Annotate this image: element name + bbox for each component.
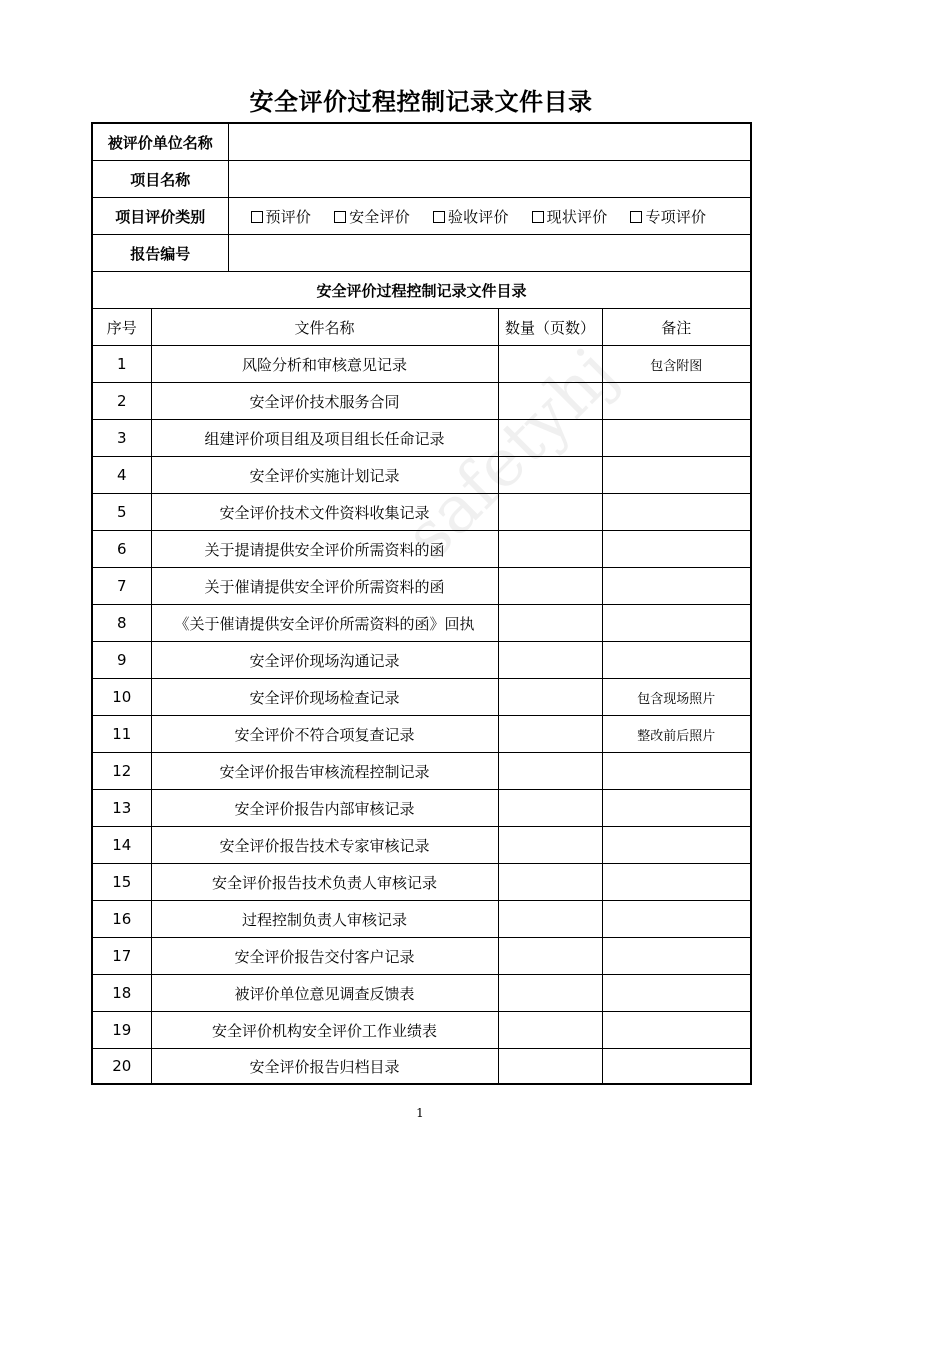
row-number: 19 (92, 1012, 151, 1049)
table-row (92, 494, 751, 531)
row-file-name: 过程控制负责人审核记录 (151, 901, 498, 938)
table-row (92, 531, 751, 568)
row-quantity[interactable] (498, 531, 602, 568)
row-note[interactable] (602, 383, 751, 420)
row-note[interactable] (602, 975, 751, 1012)
table-row (92, 642, 751, 679)
row-quantity[interactable] (498, 753, 602, 790)
row-file-name: 被评价单位意见调查反馈表 (151, 975, 498, 1012)
row-number: 16 (92, 901, 151, 938)
row-number: 11 (92, 716, 151, 753)
row-quantity[interactable] (498, 716, 602, 753)
column-header-name: 文件名称 (151, 309, 498, 346)
table-row (92, 679, 751, 716)
project-label: 项目名称 (92, 161, 228, 198)
row-file-name: 安全评价不符合项复查记录 (151, 716, 498, 753)
row-quantity[interactable] (498, 383, 602, 420)
table-row (92, 975, 751, 1012)
row-quantity[interactable] (498, 1049, 602, 1085)
row-note[interactable] (602, 531, 751, 568)
row-file-name: 关于提请提供安全评价所需资料的函 (151, 531, 498, 568)
category-label: 项目评价类别 (92, 198, 228, 235)
row-file-name: 组建评价项目组及项目组长任命记录 (151, 420, 498, 457)
row-file-name: 安全评价报告技术负责人审核记录 (151, 864, 498, 901)
row-note[interactable] (602, 568, 751, 605)
row-quantity[interactable] (498, 605, 602, 642)
column-header-no: 序号 (92, 309, 151, 346)
record-directory-table (91, 122, 752, 1085)
category-option[interactable] (334, 208, 410, 226)
section-title: 安全评价过程控制记录文件目录 (92, 272, 751, 309)
table-row (92, 1012, 751, 1049)
unit-row (92, 123, 751, 161)
category-option[interactable] (251, 208, 312, 226)
row-quantity[interactable] (498, 457, 602, 494)
row-note[interactable] (602, 1012, 751, 1049)
row-number: 2 (92, 383, 151, 420)
table-row (92, 346, 751, 383)
row-number: 8 (92, 605, 151, 642)
project-value-field[interactable] (228, 161, 751, 198)
row-number: 14 (92, 827, 151, 864)
row-file-name: 安全评价报告交付客户记录 (151, 938, 498, 975)
row-quantity[interactable] (498, 864, 602, 901)
checkbox-icon[interactable] (532, 211, 544, 223)
row-quantity[interactable] (498, 420, 602, 457)
row-note[interactable] (602, 1049, 751, 1085)
row-quantity[interactable] (498, 938, 602, 975)
category-option-label: 预评价 (265, 207, 312, 226)
table-row (92, 790, 751, 827)
row-note[interactable] (602, 827, 751, 864)
row-file-name: 安全评价报告审核流程控制记录 (151, 753, 498, 790)
table-row (92, 753, 751, 790)
row-note[interactable] (602, 457, 751, 494)
table-row (92, 605, 751, 642)
row-file-name: 安全评价现场沟通记录 (151, 642, 498, 679)
row-number: 4 (92, 457, 151, 494)
category-option[interactable] (433, 208, 509, 226)
row-number: 12 (92, 753, 151, 790)
row-quantity[interactable] (498, 827, 602, 864)
row-quantity[interactable] (498, 901, 602, 938)
table-row (92, 827, 751, 864)
column-header-row (92, 309, 751, 346)
row-note[interactable] (602, 864, 751, 901)
column-header-qty: 数量（页数） (498, 309, 602, 346)
row-note[interactable] (602, 494, 751, 531)
row-file-name: 安全评价报告内部审核记录 (151, 790, 498, 827)
unit-value-field[interactable] (228, 123, 751, 161)
row-number: 10 (92, 679, 151, 716)
row-quantity[interactable] (498, 494, 602, 531)
category-row (92, 198, 751, 235)
row-number: 5 (92, 494, 151, 531)
row-note[interactable] (602, 790, 751, 827)
row-file-name: 安全评价报告技术专家审核记录 (151, 827, 498, 864)
page-title: 安全评价过程控制记录文件目录 (249, 88, 593, 116)
table-row (92, 420, 751, 457)
row-number: 6 (92, 531, 151, 568)
row-number: 20 (92, 1049, 151, 1085)
category-options (228, 198, 751, 235)
row-note[interactable] (602, 753, 751, 790)
row-file-name: 安全评价报告归档目录 (151, 1049, 498, 1085)
row-file-name: 安全评价现场检查记录 (151, 679, 498, 716)
row-quantity[interactable] (498, 642, 602, 679)
row-file-name: 风险分析和审核意见记录 (151, 346, 498, 383)
row-file-name: 安全评价机构安全评价工作业绩表 (151, 1012, 498, 1049)
row-note[interactable] (602, 642, 751, 679)
row-quantity[interactable] (498, 1012, 602, 1049)
row-note[interactable]: 整改前后照片 (602, 716, 751, 753)
table-row (92, 938, 751, 975)
row-quantity[interactable] (498, 790, 602, 827)
row-number: 3 (92, 420, 151, 457)
row-quantity[interactable] (498, 568, 602, 605)
column-header-note: 备注 (602, 309, 751, 346)
row-quantity[interactable] (498, 975, 602, 1012)
row-number: 7 (92, 568, 151, 605)
report-value-field[interactable] (228, 235, 751, 272)
category-option-label: 安全评价 (349, 207, 410, 226)
row-file-name: 安全评价技术文件资料收集记录 (151, 494, 498, 531)
section-header-row (92, 272, 751, 309)
table-row (92, 864, 751, 901)
row-number: 1 (92, 346, 151, 383)
row-quantity[interactable] (498, 346, 602, 383)
watermark-text: safetyhj (390, 333, 631, 575)
checkbox-icon[interactable] (630, 211, 642, 223)
row-file-name: 关于催请提供安全评价所需资料的函 (151, 568, 498, 605)
table-row (92, 1049, 751, 1085)
table-row (92, 568, 751, 605)
unit-label: 被评价单位名称 (92, 123, 228, 161)
report-label: 报告编号 (92, 235, 228, 272)
table-row (92, 901, 751, 938)
row-number: 18 (92, 975, 151, 1012)
checkbox-icon[interactable] (251, 211, 263, 223)
checkbox-icon[interactable] (433, 211, 445, 223)
row-number: 17 (92, 938, 151, 975)
category-option[interactable] (630, 208, 706, 226)
checkbox-icon[interactable] (334, 211, 346, 223)
row-number: 9 (92, 642, 151, 679)
row-note[interactable] (602, 420, 751, 457)
page-number: 1 (416, 1106, 424, 1120)
row-file-name: 安全评价实施计划记录 (151, 457, 498, 494)
row-note[interactable] (602, 605, 751, 642)
row-note[interactable]: 包含现场照片 (602, 679, 751, 716)
row-note[interactable]: 包含附图 (602, 346, 751, 383)
report-row (92, 235, 751, 272)
category-option-label: 专项评价 (645, 207, 707, 226)
row-note[interactable] (602, 938, 751, 975)
row-note[interactable] (602, 901, 751, 938)
table-row (92, 383, 751, 420)
project-row (92, 161, 751, 198)
row-file-name: 《关于催请提供安全评价所需资料的函》回执 (151, 605, 498, 642)
row-number: 13 (92, 790, 151, 827)
table-row (92, 457, 751, 494)
table-row (92, 716, 751, 753)
category-option-label: 验收评价 (447, 207, 509, 226)
row-number: 15 (92, 864, 151, 901)
row-file-name: 安全评价技术服务合同 (151, 383, 498, 420)
category-option[interactable] (532, 208, 608, 226)
category-option-label: 现状评价 (546, 207, 608, 226)
row-quantity[interactable] (498, 679, 602, 716)
